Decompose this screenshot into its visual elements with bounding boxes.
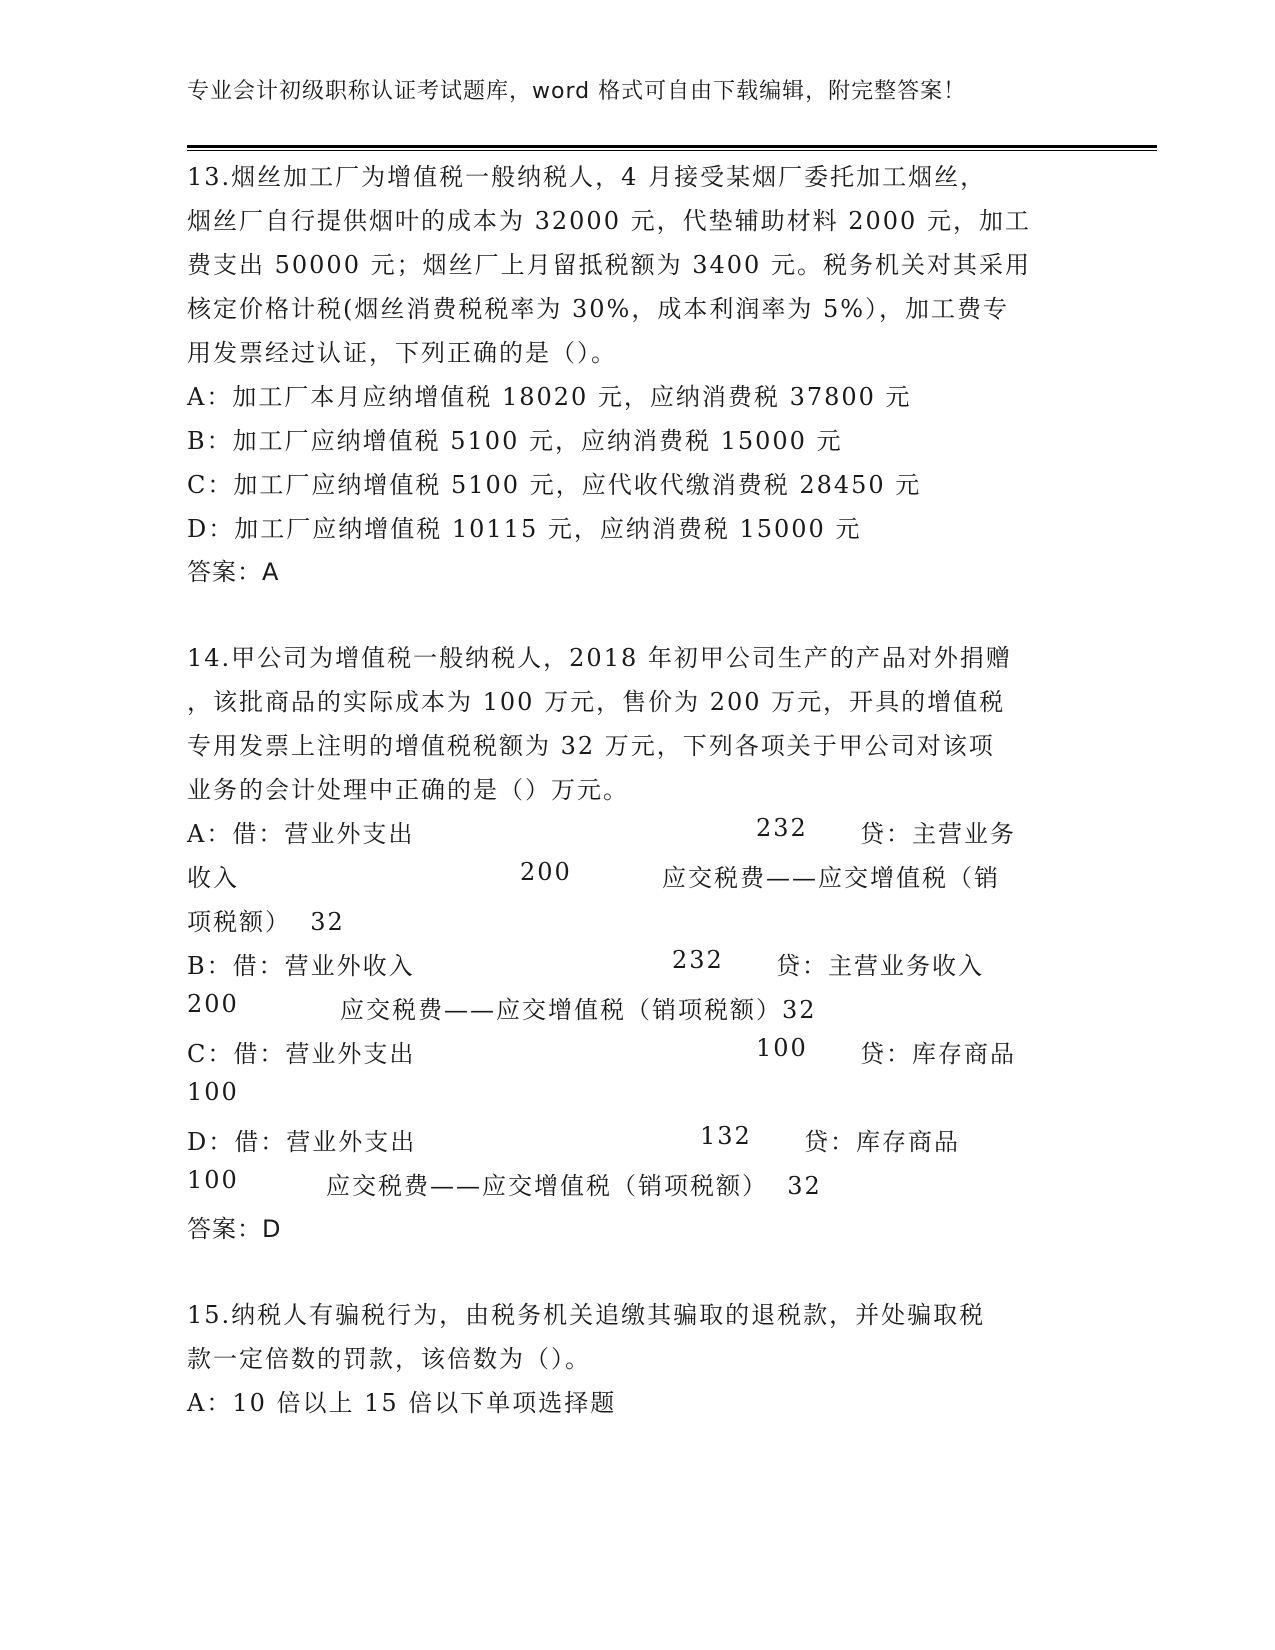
q14-c-credit-amount: 100 [187, 1078, 239, 1106]
q14-a-credit-label: 贷：主营业务 [860, 820, 1016, 848]
page-header: 专业会计初级职称认证考试题库，word 格式可自由下载编辑，附完整答案！ [187, 79, 967, 104]
q14-c-debit-label: C：借：营业外支出 [187, 1040, 416, 1068]
q14-line-2: ，该批商品的实际成本为 100 万元，售价为 200 万元，开具的增值税 [187, 688, 1006, 716]
q14-d-credit-label: 贷：库存商品 [804, 1128, 960, 1156]
q14-b-debit-label: B：借：营业外收入 [187, 952, 415, 980]
q14-a-debit-amount: 232 [756, 814, 808, 842]
q13-line-4: 核定价格计税(烟丝消费税税率为 30%，成本利润率为 5%），加工费专 [187, 295, 1010, 323]
q15-line-2: 款一定倍数的罚款，该倍数为（）。 [187, 1345, 591, 1373]
q15-line-1: 15.纳税人有骗税行为，由税务机关追缴其骗取的退税款，并处骗取税 [187, 1301, 986, 1329]
q13-option-d: D：加工厂应纳增值税 10115 元，应纳消费税 15000 元 [187, 515, 862, 543]
q14-a-debit-label: A：借：营业外支出 [187, 820, 415, 848]
header-rule-thin [187, 150, 1157, 151]
q13-option-a: A：加工厂本月应纳增值税 18020 元，应纳消费税 37800 元 [187, 383, 912, 411]
q14-d-credit-amount: 100 [187, 1166, 239, 1194]
q13-line-3: 费支出 50000 元；烟丝厂上月留抵税额为 3400 元。税务机关对其采用 [187, 251, 1031, 279]
q14-a-tax-label: 应交税费——应交增值税（销 [662, 864, 1000, 892]
q14-c-debit-amount: 100 [756, 1034, 808, 1062]
q14-a-tax-label-cont: 项税额） 32 [187, 908, 345, 936]
q13-line-5: 用发票经过认证，下列正确的是（）。 [187, 339, 617, 367]
q14-d-debit-label: D：借：营业外支出 [187, 1128, 417, 1156]
q15-option-a: A：10 倍以上 15 倍以下单项选择题 [187, 1389, 617, 1417]
q14-line-4: 业务的会计处理中正确的是（）万元。 [187, 776, 629, 804]
q14-line-3: 专用发票上注明的增值税税额为 32 万元，下列各项关于甲公司对该项 [187, 732, 995, 760]
q14-a-credit-amount: 200 [520, 858, 572, 886]
q14-d-debit-amount: 132 [700, 1122, 752, 1150]
q14-a-credit-label-cont: 收入 [187, 864, 239, 892]
q14-b-credit-label: 贷：主营业务收入 [776, 952, 984, 980]
q13-answer: 答案：A [187, 558, 280, 586]
header-rule-thick [187, 145, 1157, 148]
q13-line-2: 烟丝厂自行提供烟叶的成本为 32000 元，代垫辅助材料 2000 元，加工 [187, 207, 1031, 235]
q14-line-1: 14.甲公司为增值税一般纳税人，2018 年初甲公司生产的产品对外捐赠 [187, 644, 1012, 672]
q14-b-debit-amount: 232 [672, 946, 724, 974]
q13-option-c: C：加工厂应纳增值税 5100 元，应代收代缴消费税 28450 元 [187, 471, 922, 499]
q14-b-credit-amount: 200 [187, 990, 239, 1018]
q14-answer: 答案：D [187, 1215, 282, 1243]
q14-b-tax-label: 应交税费——应交增值税（销项税额）32 [340, 996, 817, 1024]
q13-option-b: B：加工厂应纳增值税 5100 元，应纳消费税 15000 元 [187, 427, 843, 455]
q13-line-1: 13.烟丝加工厂为增值税一般纳税人，4 月接受某烟厂委托加工烟丝， [187, 163, 987, 191]
q14-d-tax-label: 应交税费——应交增值税（销项税额） 32 [326, 1172, 822, 1200]
q14-c-credit-label: 贷：库存商品 [860, 1040, 1016, 1068]
